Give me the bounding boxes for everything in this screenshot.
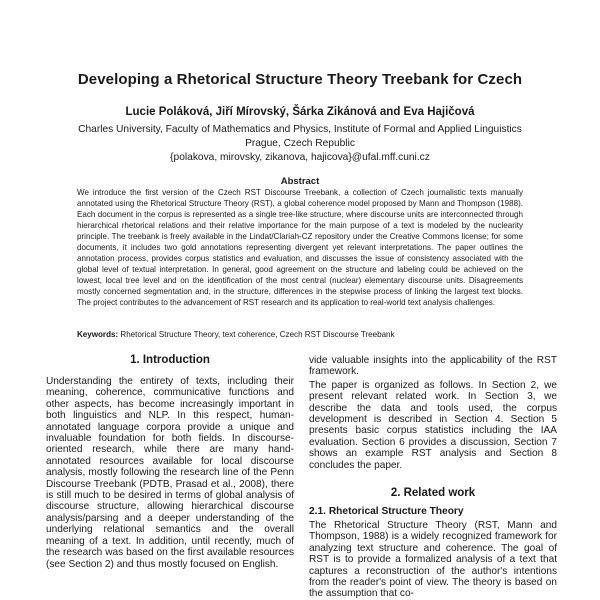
- affiliation: Charles University, Faculty of Mathematics and Physics, Institute of Formal and Applied Linguistics: [78, 124, 522, 135]
- section-heading-introduction: 1. Introduction: [130, 354, 210, 366]
- keywords-text: Rhetorical Structure Theory, text coherence, Czech RST Discourse Treebank: [118, 330, 395, 339]
- continued-paragraph: vide valuable insights into the applicability of the RST framework.: [309, 355, 557, 378]
- introduction-text: Understanding the entirety of texts, including their meaning, coherence, communicative functions and other aspects, has become increasingly important in both linguistics and NLP. In this respect, human-annotated language corpora provide a unique and invaluable foundation for both fields. In discourse-oriented research, while there are many hand-annotated resources available for local discourse analysis, mostly following the research line of the Penn Discourse Treebank (PDTB, Prasad et al., 2008), there is still much to be desired in terms of global analysis of discourse structure, allowing hierarchical discourse analysis/parsing and a deeper understanding of the underlying relational semantics and the overall meaning of a text. In addition, until recently, much of the research was based on the first available resources (see Section 2) and thus mostly focused on English.: [46, 376, 294, 570]
- paper-title: Developing a Rhetorical Structure Theory Treebank for Czech: [77, 71, 523, 88]
- abstract-heading: Abstract: [280, 176, 320, 187]
- author-emails: {polakova, mirovsky, zikanova, hajicova}@ufal.mff.cuni.cz: [170, 152, 430, 163]
- organization-paragraph: The paper is organized as follows. In Section 2, we present relevant related work. In Section 3, we describe the data and tools used, the corpus development is described in Section 4. Section 5 presents basic corpus statistics including the IAA evaluation. Section 6 provides a discussion, Section 7 shows an example RST analysis and Section 8 concludes the paper.: [309, 379, 557, 471]
- rst-paragraph: [309, 520, 557, 600]
- keywords-label: Keywords:: [77, 330, 119, 339]
- abstract-text: We introduce the first version of the Czech RST Discourse Treebank, a collection of Czech journalistic texts manually annotated using the Rhetorical Structure Theory (RST), a global coherence model proposed by Mann and Thompson (1988). Each document in the corpus is represented as a single tree-like structure, where discourse units are interconnected through hierarchical rhetorical relations and their relative importance for the main purpose of a text is modeled by the nuclearity principle. The treebank is freely available in the Lindat/Clariah-CZ repository under the Creative Commons license; for some documents, it includes two gold annotations representing divergent yet relevant interpretations. The paper outlines the annotation process, provides corpus statistics and evaluation, and discusses the issue of consistency associated with the global level of textual interpretation. In general, good agreement on the structure and labeling could be achieved on the lowest, local tree level and on the identification of the most central (nuclear) elementary discourse units. Disagreements mostly concerned segmentation and, in the structure, differences in the stepwise process of linking the largest text blocks. The project contributes to the advancement of RST research and its application to real-world text analysis challenges.: [77, 188, 523, 307]
- author-list: Lucie Poláková, Jiří Mírovský, Šárka Zikánová and Eva Hajičová: [125, 106, 475, 118]
- location: Prague, Czech Republic: [245, 138, 355, 149]
- rst-text: The Rhetorical Structure Theory (RST, Mann and Thompson, 1988) is a widely recognized framework for analyzing text structure and coherence. The goal of RST is to provide a formalized analysis of a text that captures a reconstruction of the author's intentions from the reader's point of view. The theory is based on the assumption that co-: [309, 520, 557, 600]
- right-column-text: [309, 355, 557, 471]
- keywords: [77, 330, 523, 339]
- subsection-heading-rst: 2.1. Rhetorical Structure Theory: [309, 506, 464, 517]
- introduction-paragraph: [46, 376, 294, 570]
- section-heading-related-work: 2. Related work: [390, 487, 476, 499]
